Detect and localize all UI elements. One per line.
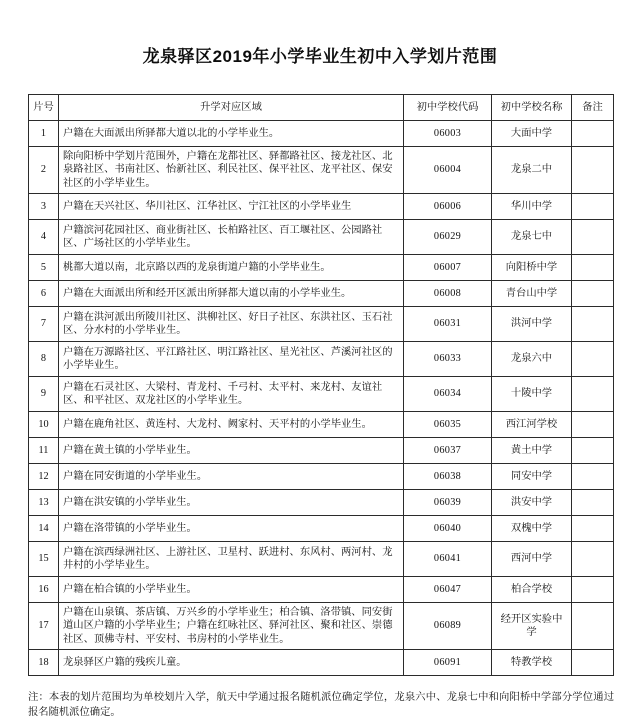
- cell-school-name: 经开区实验中学: [492, 603, 572, 650]
- cell-corresponding-area: 户籍在同安街道的小学毕业生。: [59, 464, 404, 490]
- cell-corresponding-area: 户籍在天兴社区、华川社区、江华社区、宁江社区的小学毕业生: [59, 194, 404, 220]
- cell-district-number: 2: [29, 147, 59, 194]
- table-row: [29, 516, 614, 542]
- table-row: [29, 650, 614, 676]
- table-row: [29, 412, 614, 438]
- cell-school-name: 柏合学校: [492, 577, 572, 603]
- cell-district-number: 7: [29, 307, 59, 342]
- cell-school-code: 06008: [404, 281, 492, 307]
- cell-district-number: 8: [29, 342, 59, 377]
- cell-corresponding-area: 龙泉驿区户籍的残疾儿童。: [59, 650, 404, 676]
- column-header-remarks: 备注: [572, 95, 614, 121]
- cell-school-code: 06039: [404, 490, 492, 516]
- cell-school-code: 06033: [404, 342, 492, 377]
- cell-school-code: 06031: [404, 307, 492, 342]
- cell-remarks: [572, 438, 614, 464]
- table-row: [29, 438, 614, 464]
- cell-remarks: [572, 220, 614, 255]
- cell-remarks: [572, 377, 614, 412]
- cell-district-number: 6: [29, 281, 59, 307]
- cell-school-name: 十陵中学: [492, 377, 572, 412]
- cell-school-code: 06041: [404, 542, 492, 577]
- cell-remarks: [572, 281, 614, 307]
- cell-remarks: [572, 542, 614, 577]
- cell-school-code: 06038: [404, 464, 492, 490]
- cell-remarks: [572, 516, 614, 542]
- cell-remarks: [572, 194, 614, 220]
- cell-district-number: 3: [29, 194, 59, 220]
- cell-remarks: [572, 121, 614, 147]
- table-row: [29, 490, 614, 516]
- table-row: [29, 121, 614, 147]
- column-header-corresponding-area: 升学对应区域: [59, 95, 404, 121]
- page-title: 龙泉驿区2019年小学毕业生初中入学划片范围: [142, 47, 498, 66]
- cell-school-code: 06006: [404, 194, 492, 220]
- cell-school-name: 青台山中学: [492, 281, 572, 307]
- cell-remarks: [572, 307, 614, 342]
- cell-school-code: 06037: [404, 438, 492, 464]
- cell-corresponding-area: 户籍在大面派出所和经开区派出所驿都大道以南的小学毕业生。: [59, 281, 404, 307]
- cell-district-number: 9: [29, 377, 59, 412]
- cell-district-number: 10: [29, 412, 59, 438]
- cell-district-number: 5: [29, 255, 59, 281]
- cell-school-code: 06034: [404, 377, 492, 412]
- cell-school-code: 06047: [404, 577, 492, 603]
- cell-school-name: 大面中学: [492, 121, 572, 147]
- enrollment-table-container: [28, 94, 613, 676]
- cell-district-number: 1: [29, 121, 59, 147]
- cell-corresponding-area: 除向阳桥中学划片范围外，户籍在龙都社区、驿都路社区、接龙社区、北泉路社区、书南社区、怡新社区、利民社区、保平社区、龙平社区、保安社区的小学毕业生。: [59, 147, 404, 194]
- cell-district-number: 18: [29, 650, 59, 676]
- cell-school-name: 龙泉七中: [492, 220, 572, 255]
- cell-school-name: 华川中学: [492, 194, 572, 220]
- cell-district-number: 11: [29, 438, 59, 464]
- cell-school-code: 06040: [404, 516, 492, 542]
- cell-school-code: 06004: [404, 147, 492, 194]
- cell-corresponding-area: 户籍滨河花园社区、商业街社区、长柏路社区、百工堰社区、公园路社区、广场社区的小学毕业生。: [59, 220, 404, 255]
- cell-corresponding-area: 户籍在柏合镇的小学毕业生。: [59, 577, 404, 603]
- cell-corresponding-area: 户籍在洛带镇的小学毕业生。: [59, 516, 404, 542]
- cell-corresponding-area: 户籍在山泉镇、茶店镇、万兴乡的小学毕业生；柏合镇、洛带镇、同安街道山区户籍的小学毕业生；户籍在红咏社区、驿河社区、聚和社区、崇德社区、顶佛寺村、平安村、书房村的小学毕业生。: [59, 603, 404, 650]
- cell-district-number: 17: [29, 603, 59, 650]
- table-row: [29, 464, 614, 490]
- cell-district-number: 14: [29, 516, 59, 542]
- table-row: [29, 255, 614, 281]
- cell-school-name: 龙泉六中: [492, 342, 572, 377]
- table-body: [29, 121, 614, 676]
- cell-corresponding-area: 户籍在滨西绿洲社区、上游社区、卫星村、跃进村、东风村、两河村、龙井村的小学毕业生。: [59, 542, 404, 577]
- enrollment-table: [28, 94, 614, 676]
- cell-school-code: 06091: [404, 650, 492, 676]
- cell-school-name: 洪安中学: [492, 490, 572, 516]
- cell-remarks: [572, 342, 614, 377]
- cell-district-number: 16: [29, 577, 59, 603]
- cell-corresponding-area: 户籍在黄土镇的小学毕业生。: [59, 438, 404, 464]
- cell-school-name: 向阳桥中学: [492, 255, 572, 281]
- column-header-district-number: 片号: [29, 95, 59, 121]
- footnote-text: 注：本表的划片范围均为单校划片入学，航天中学通过报名随机派位确定学位，龙泉六中、龙泉七中和向阳桥中学部分学位通过报名随机派位确定。: [28, 692, 614, 718]
- table-row: [29, 342, 614, 377]
- cell-school-name: 同安中学: [492, 464, 572, 490]
- column-header-school-code: 初中学校代码: [404, 95, 492, 121]
- table-row: [29, 377, 614, 412]
- cell-corresponding-area: 桃都大道以南，北京路以西的龙泉街道户籍的小学毕业生。: [59, 255, 404, 281]
- cell-school-name: 西江河学校: [492, 412, 572, 438]
- table-row: [29, 220, 614, 255]
- cell-school-code: 06029: [404, 220, 492, 255]
- cell-corresponding-area: 户籍在大面派出所驿都大道以北的小学毕业生。: [59, 121, 404, 147]
- cell-remarks: [572, 412, 614, 438]
- cell-school-code: 06035: [404, 412, 492, 438]
- table-row: [29, 147, 614, 194]
- cell-remarks: [572, 650, 614, 676]
- cell-school-code: 06007: [404, 255, 492, 281]
- cell-district-number: 15: [29, 542, 59, 577]
- cell-school-name: 洪河中学: [492, 307, 572, 342]
- cell-remarks: [572, 255, 614, 281]
- cell-corresponding-area: 户籍在石灵社区、大梁村、青龙村、千弓村、太平村、来龙村、友谊社区、和平社区、双龙社区的小学毕业生。: [59, 377, 404, 412]
- cell-remarks: [572, 490, 614, 516]
- cell-school-name: 双槐中学: [492, 516, 572, 542]
- table-row: [29, 603, 614, 650]
- cell-remarks: [572, 147, 614, 194]
- cell-corresponding-area: 户籍在洪河派出所陵川社区、洪柳社区、好日子社区、东洪社区、玉石社区、分水村的小学毕业生。: [59, 307, 404, 342]
- cell-corresponding-area: 户籍在鹿角社区、黄连村、大龙村、阙家村、天平村的小学毕业生。: [59, 412, 404, 438]
- cell-school-name: 特教学校: [492, 650, 572, 676]
- cell-corresponding-area: 户籍在洪安镇的小学毕业生。: [59, 490, 404, 516]
- cell-remarks: [572, 464, 614, 490]
- table-header: [29, 95, 614, 121]
- cell-school-name: 龙泉二中: [492, 147, 572, 194]
- cell-corresponding-area: 户籍在万源路社区、平江路社区、明江路社区、星光社区、芦溪河社区的小学毕业生。: [59, 342, 404, 377]
- cell-school-code: 06003: [404, 121, 492, 147]
- cell-school-code: 06089: [404, 603, 492, 650]
- cell-school-name: 西河中学: [492, 542, 572, 577]
- table-row: [29, 542, 614, 577]
- table-row: [29, 281, 614, 307]
- table-row: [29, 194, 614, 220]
- table-header-row: [29, 95, 614, 121]
- cell-remarks: [572, 577, 614, 603]
- cell-district-number: 13: [29, 490, 59, 516]
- cell-district-number: 12: [29, 464, 59, 490]
- column-header-school-name: 初中学校名称: [492, 95, 572, 121]
- table-row: [29, 577, 614, 603]
- cell-district-number: 4: [29, 220, 59, 255]
- cell-remarks: [572, 603, 614, 650]
- table-row: [29, 307, 614, 342]
- cell-school-name: 黄土中学: [492, 438, 572, 464]
